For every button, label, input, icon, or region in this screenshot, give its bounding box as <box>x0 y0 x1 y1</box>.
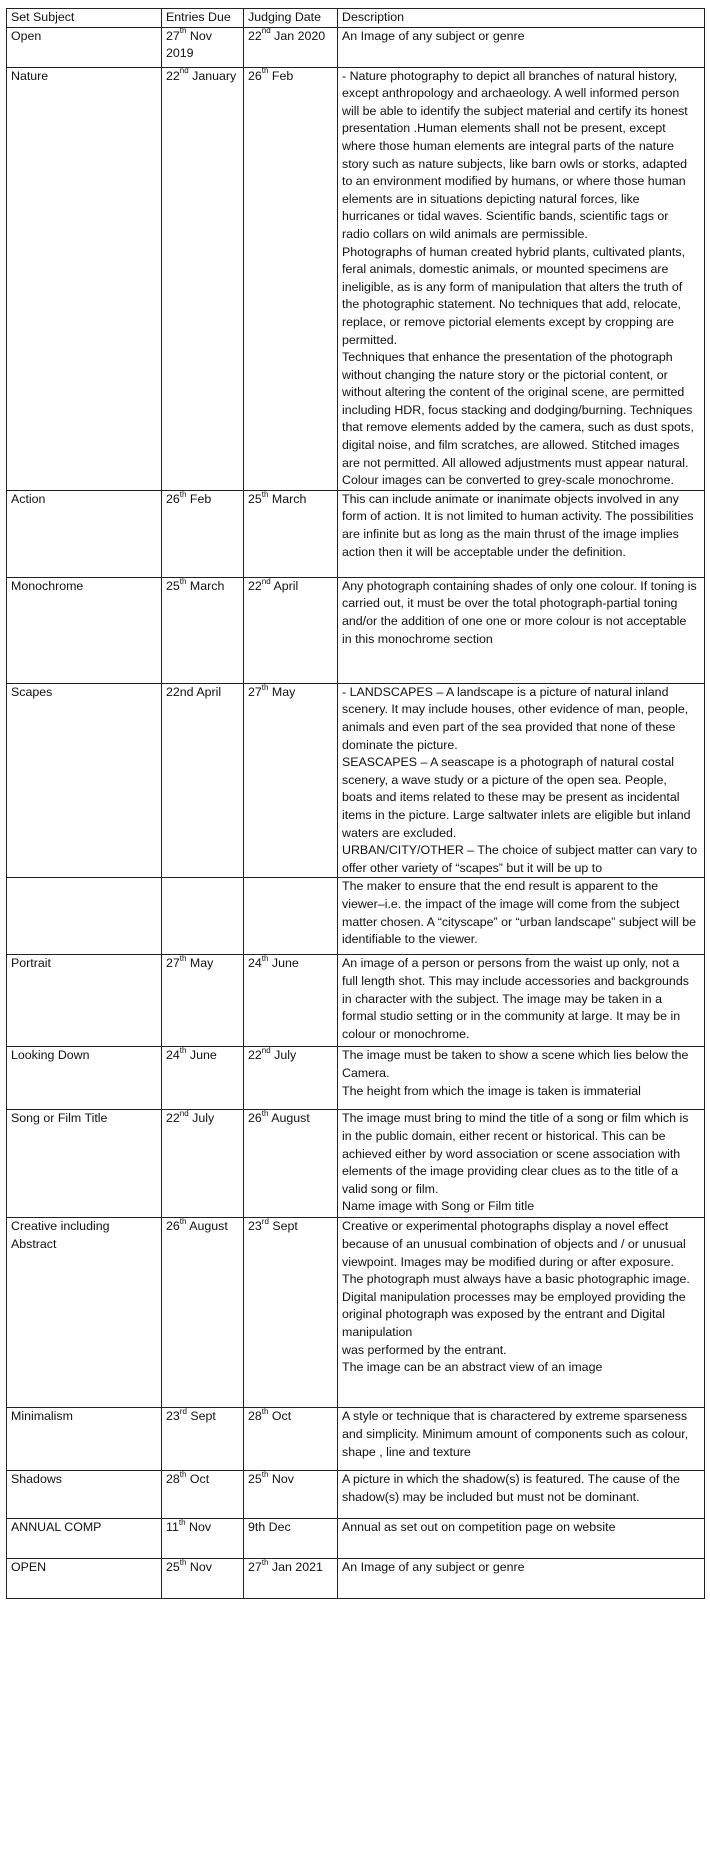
table-row <box>7 577 705 683</box>
table-row <box>7 490 705 577</box>
set-subject-cell: Monochrome <box>7 577 162 683</box>
description-paragraph: This can include animate or inanimate objects involved in any form of action. It is not limited to human activity. The possibilities are infinite but as long as the main thrust of the image implies action then it will be acceptable under the definition. <box>342 491 694 559</box>
entries-due-cell-ordinal-suffix: th <box>178 1518 186 1528</box>
header-description: Description <box>338 9 705 28</box>
entries-due-cell-text: 27 <box>166 956 180 971</box>
entries-due-cell-text: 22 <box>166 1111 180 1126</box>
entries-due-cell-text-rest: Nov <box>186 1560 212 1575</box>
judging-date-cell-text-rest: Nov <box>268 1472 294 1487</box>
judging-date-cell <box>244 1110 338 1218</box>
entries-due-cell-text-rest: Sept <box>186 1409 216 1424</box>
header-judging-date: Judging Date <box>244 9 338 28</box>
description-cell <box>338 67 705 490</box>
judging-date-cell <box>244 577 338 683</box>
set-subject-cell: Song or Film Title <box>7 1110 162 1218</box>
entries-due-cell <box>162 67 244 490</box>
judging-date-cell-text-rest: March <box>268 491 307 506</box>
description-paragraph: Photographs of human created hybrid plants, cultivated plants, feral animals, domestic animals, or mounted specimens are ineligible, as is any form of manipulation that alters the truth of the photographic statement. No techniques that add, relocate, replace, or remove pictorial elements except by cropping are permitted. <box>342 244 686 347</box>
entries-due-cell <box>162 1471 244 1519</box>
entries-due-cell-ordinal-suffix: th <box>179 27 187 36</box>
description-paragraph: A style or technique that is charactered by extreme sparseness and simplicity. Minimum amount of components such as colour, shape , line and texture <box>342 1409 689 1459</box>
judging-date-cell <box>244 67 338 490</box>
description-paragraph: - LANDSCAPES – A landscape is a picture of natural inland scenery. It may include houses, other evidence of man, people, animals and even part of the sea provided that none of these dominate the picture. <box>342 684 689 752</box>
description-cell <box>338 878 705 955</box>
judging-date-cell-text-rest: April <box>270 578 299 593</box>
table-row <box>7 878 705 955</box>
description-cell <box>338 683 705 878</box>
judging-date-cell-ordinal-suffix: th <box>261 683 269 692</box>
description-paragraph: The height from which the image is taken is immaterial <box>342 1083 641 1098</box>
entries-due-cell-text-rest: June <box>186 1048 217 1063</box>
entries-due-cell-text: 23 <box>166 1409 180 1424</box>
judging-date-cell-text: 26 <box>248 68 262 83</box>
entries-due-cell <box>162 1218 244 1408</box>
entries-due-cell <box>162 683 244 878</box>
description-paragraph: - Nature photography to depict all branches of natural history, except anthropology and archaeology. A well informed person will be able to identify the subject material and certify its honest presentation .Human elements shall not be present, except where those human elements are integral parts of the nature story such as nature subjects, like barn owls or storks, adapted to an environment modified by humans, or where those human elements are in situations depicting natural forces, like hurricanes or tidal waves. Scientific bands, scientific tags or radio collars on wild animals are permissible. <box>342 68 688 241</box>
judging-date-cell-ordinal-suffix: th <box>261 1109 269 1119</box>
table-row <box>7 955 705 1047</box>
set-subject-cell: Portrait <box>7 955 162 1047</box>
entries-due-cell-ordinal-suffix: nd <box>179 1109 189 1119</box>
description-paragraph: An Image of any subject or genre <box>342 1560 525 1575</box>
entries-due-cell-text: 26 <box>166 1219 180 1234</box>
judging-date-cell-text: 23 <box>248 1219 262 1234</box>
description-paragraph: An image of a person or persons from the waist up only, not a full length shot. This may include accessories and backgrounds in character with the subject. The image may be taken in a formal studio setting or in the community at large. It may be in colour or monochrome. <box>342 956 689 1041</box>
entries-due-cell <box>162 577 244 683</box>
description-cell <box>338 1471 705 1519</box>
judging-date-cell <box>244 1047 338 1110</box>
description-cell <box>338 955 705 1047</box>
description-cell <box>338 1218 705 1408</box>
judging-date-cell-text-rest: August <box>268 1111 310 1126</box>
entries-due-cell-text: 25 <box>166 1560 180 1575</box>
description-paragraph: The image must bring to mind the title of a song or film which is in the public domain, either recent or historical. This can be achieved either by word association or scene association with elements of the image providing clear clues as to the title of a valid song or film. <box>342 1111 689 1196</box>
description-cell <box>338 577 705 683</box>
entries-due-cell <box>162 1110 244 1218</box>
judging-date-cell <box>244 955 338 1047</box>
judging-date-cell-ordinal-suffix: th <box>261 1407 269 1417</box>
description-paragraph: URBAN/CITY/OTHER – The choice of subject matter can vary to offer other variety of “scapes” but it will be up to <box>342 843 698 875</box>
judging-date-cell-text: 9th Dec <box>248 1520 291 1535</box>
entries-due-cell-ordinal-suffix: rd <box>179 1407 187 1417</box>
judging-date-cell-text-rest: Feb <box>268 68 294 83</box>
description-paragraph: Name image with Song or Film title <box>342 1199 535 1214</box>
entries-due-cell-text-rest: May <box>186 956 214 971</box>
judging-date-cell-text-rest: Sept <box>268 1219 298 1234</box>
entries-due-cell-text: 22nd April <box>166 684 222 699</box>
description-paragraph: An Image of any subject or genre <box>342 28 525 43</box>
table-row <box>7 67 705 490</box>
set-subject-cell: Nature <box>7 67 162 490</box>
entries-due-cell-text-rest: July <box>188 1111 215 1126</box>
judging-date-cell-text-rest: May <box>268 684 296 699</box>
judging-date-cell-text-rest: Oct <box>268 1409 292 1424</box>
judging-date-cell-ordinal-suffix: nd <box>261 577 271 586</box>
judging-date-cell-text: 22 <box>248 1048 262 1063</box>
entries-due-cell-text-rest: August <box>186 1219 228 1234</box>
judging-date-cell <box>244 1559 338 1599</box>
judging-date-cell <box>244 683 338 878</box>
judging-date-cell <box>244 1519 338 1559</box>
judging-date-cell-ordinal-suffix: th <box>261 1470 269 1480</box>
set-subject-cell: Action <box>7 490 162 577</box>
description-cell <box>338 1047 705 1110</box>
description-paragraph: The image must be taken to show a scene which lies below the Camera. <box>342 1048 689 1080</box>
judging-date-cell-text-rest: July <box>270 1048 297 1063</box>
entries-due-cell <box>162 1519 244 1559</box>
judging-date-cell-ordinal-suffix: nd <box>261 1046 271 1056</box>
judging-date-cell-text: 22 <box>248 28 262 43</box>
entries-due-cell-ordinal-suffix: th <box>179 1558 187 1568</box>
description-cell <box>338 1519 705 1559</box>
competition-schedule-table <box>6 8 705 1599</box>
judging-date-cell <box>244 1471 338 1519</box>
judging-date-cell-text: 25 <box>248 1472 262 1487</box>
set-subject-cell: Shadows <box>7 1471 162 1519</box>
entries-due-cell-ordinal-suffix: th <box>179 1470 187 1480</box>
table-row <box>7 683 705 878</box>
entries-due-cell-text-rest: March <box>186 578 225 593</box>
table-row <box>7 1047 705 1110</box>
set-subject-cell: ANNUAL COMP <box>7 1519 162 1559</box>
table-row <box>7 1471 705 1519</box>
entries-due-cell-ordinal-suffix: th <box>179 490 187 499</box>
description-cell <box>338 1559 705 1599</box>
description-paragraph: The photograph must always have a basic photographic image. Digital manipulation processes may be employed providing the original photograph was exposed by the entrant and Digital manipulation <box>342 1272 690 1339</box>
judging-date-cell <box>244 490 338 577</box>
table-row <box>7 1110 705 1218</box>
entries-due-cell-text-rest: Feb <box>186 491 212 506</box>
judging-date-cell <box>244 1218 338 1408</box>
judging-date-cell-text: 25 <box>248 491 262 506</box>
table-row <box>7 1559 705 1599</box>
header-entries-due: Entries Due <box>162 9 244 28</box>
judging-date-cell-ordinal-suffix: nd <box>261 27 271 36</box>
judging-date-cell <box>244 27 338 67</box>
entries-due-cell <box>162 490 244 577</box>
entries-due-cell <box>162 1559 244 1599</box>
header-set-subject: Set Subject <box>7 9 162 28</box>
entries-due-cell-text-rest: January <box>188 68 237 83</box>
entries-due-cell <box>162 1408 244 1471</box>
description-cell <box>338 27 705 67</box>
judging-date-cell-text-rest: Jan 2021 <box>268 1560 323 1575</box>
description-paragraph: Annual as set out on competition page on website <box>342 1520 616 1535</box>
description-paragraph: Creative or experimental photographs display a novel effect because of an unusual combination of objects and / or unusual viewpoint. Images may be modified during or after exposure. <box>342 1219 686 1269</box>
set-subject-cell: Scapes <box>7 683 162 878</box>
judging-date-cell-text: 26 <box>248 1111 262 1126</box>
entries-due-cell-text: 22 <box>166 68 180 83</box>
entries-due-cell <box>162 878 244 955</box>
judging-date-cell-text-rest: Jan 2020 <box>270 28 326 43</box>
description-paragraph: The image can be an abstract view of an image <box>342 1360 603 1375</box>
table-row <box>7 1408 705 1471</box>
table-row <box>7 1218 705 1408</box>
entries-due-cell-text: 25 <box>166 578 180 593</box>
judging-date-cell-text: 24 <box>248 956 262 971</box>
judging-date-cell-text: 27 <box>248 1560 262 1575</box>
entries-due-cell-text: 27 <box>166 28 180 43</box>
entries-due-cell-ordinal-suffix: nd <box>179 67 189 76</box>
set-subject-cell: Minimalism <box>7 1408 162 1471</box>
entries-due-cell-text-rest: Nov <box>185 1520 212 1535</box>
judging-date-cell-text: 22 <box>248 578 262 593</box>
set-subject-cell <box>7 878 162 955</box>
entries-due-cell-ordinal-suffix: th <box>179 954 187 964</box>
description-paragraph: The maker to ensure that the end result is apparent to the viewer–i.e. the impact of the image will come from the subject matter chosen. A “cityscape” or “urban landscape” subject will be identifiable to the viewer. <box>342 879 696 947</box>
description-paragraph: was performed by the entrant. <box>342 1342 507 1357</box>
judging-date-cell-text: 28 <box>248 1409 262 1424</box>
entries-due-cell-text: 26 <box>166 491 180 506</box>
judging-date-cell <box>244 1408 338 1471</box>
judging-date-cell-ordinal-suffix: th <box>261 67 269 76</box>
judging-date-cell-ordinal-suffix: th <box>261 1558 269 1568</box>
description-paragraph: Any photograph containing shades of only one colour. If toning is carried out, it must be over the total photograph-partial toning and/or the addition of one one or more colour is not acceptable in this monochrome section <box>342 578 697 646</box>
set-subject-cell: OPEN <box>7 1559 162 1599</box>
table-row <box>7 27 705 67</box>
entries-due-cell <box>162 27 244 67</box>
entries-due-cell-ordinal-suffix: th <box>179 577 187 586</box>
description-cell <box>338 1110 705 1218</box>
description-cell <box>338 490 705 577</box>
judging-date-cell-ordinal-suffix: th <box>261 490 269 499</box>
judging-date-cell-text: 27 <box>248 684 262 699</box>
description-paragraph: Techniques that enhance the presentation of the photograph without changing the nature story or the pictorial content, or without altering the content of the original scene, are permitted including HDR, focus stacking and dodging/burning. Techniques that remove elements added by the camera, such as dust spots, digital noise, and film scratches, are allowed. Stitched images are not permitted. All allowed adjustments must appear natural. Colour images can be converted to grey-scale monochrome. <box>342 350 694 488</box>
judging-date-cell-text-rest: June <box>268 956 299 971</box>
judging-date-cell-ordinal-suffix: th <box>261 954 269 964</box>
set-subject-cell: Creative including Abstract <box>7 1218 162 1408</box>
entries-due-cell-text-rest: Nov 2019 <box>166 28 212 61</box>
judging-date-cell <box>244 878 338 955</box>
description-cell <box>338 1408 705 1471</box>
entries-due-cell-text: 11 <box>166 1520 179 1535</box>
entries-due-cell <box>162 1047 244 1110</box>
entries-due-cell-text: 24 <box>166 1048 180 1063</box>
description-paragraph: SEASCAPES – A seascape is a photograph of natural costal scenery, a wave study or a picture of the open sea. People, boats and items related to these may be present as incidental items in the picture. Large saltwater inlets are eligible but inland waters are excluded. <box>342 755 691 840</box>
entries-due-cell-ordinal-suffix: th <box>179 1046 187 1056</box>
entries-due-cell-ordinal-suffix: th <box>179 1217 187 1227</box>
table-header-row <box>7 9 705 28</box>
set-subject-cell: Looking Down <box>7 1047 162 1110</box>
entries-due-cell-text: 28 <box>166 1472 180 1487</box>
set-subject-cell: Open <box>7 27 162 67</box>
table-row <box>7 1519 705 1559</box>
table-body <box>7 27 705 1599</box>
entries-due-cell-text-rest: Oct <box>186 1472 210 1487</box>
judging-date-cell-ordinal-suffix: rd <box>261 1217 269 1227</box>
description-paragraph: A picture in which the shadow(s) is featured. The cause of the shadow(s) may be included but must not be dominant. <box>342 1472 680 1504</box>
entries-due-cell <box>162 955 244 1047</box>
